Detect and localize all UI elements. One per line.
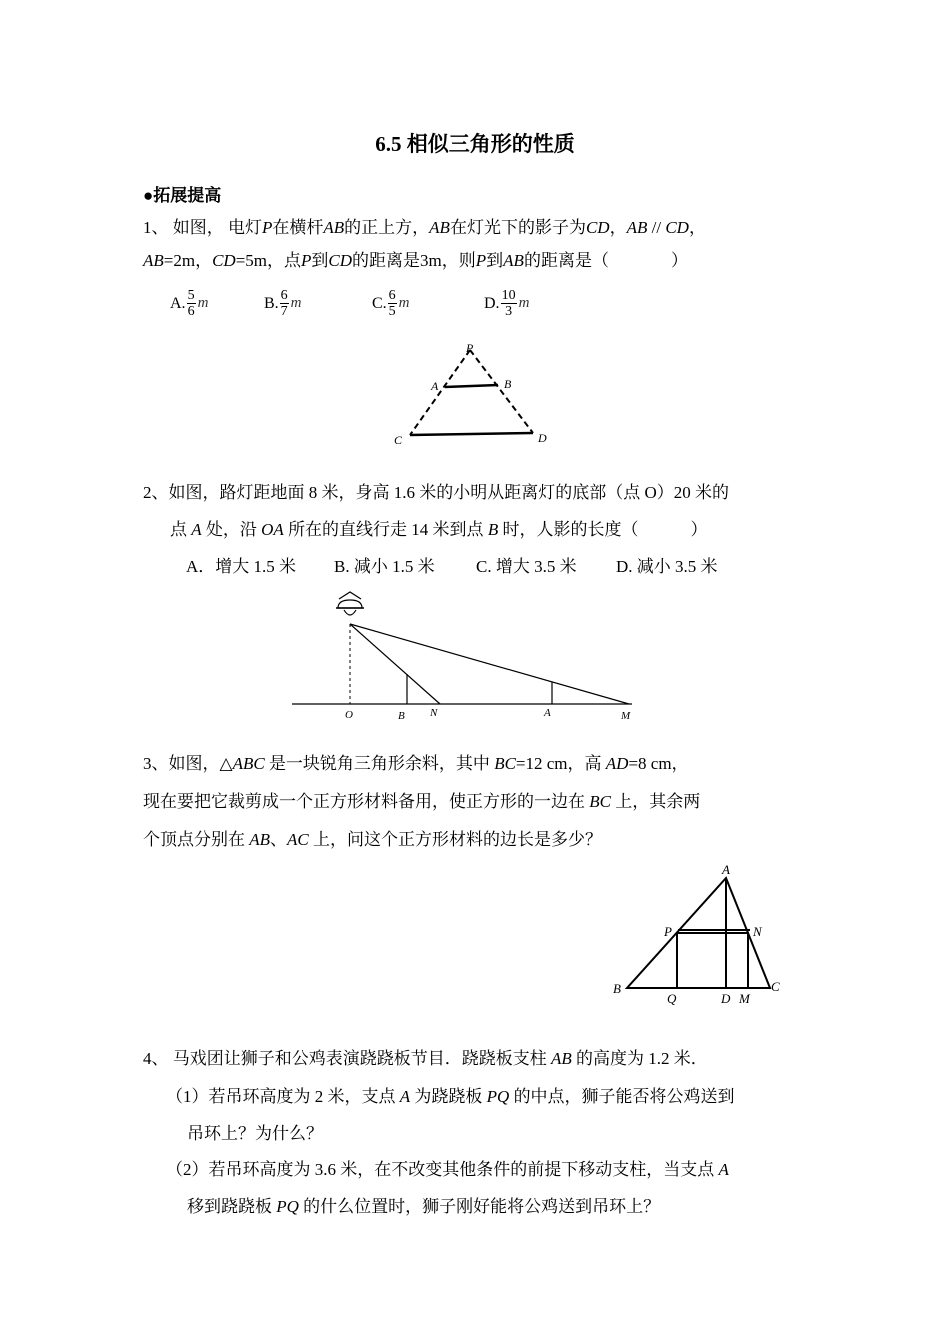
q4-part1-line-2: 吊环上？为什么？ — [187, 1124, 323, 1143]
q1-var: CD — [585, 218, 610, 237]
q2-var: OA — [261, 520, 284, 539]
q2-option-d[interactable]: D. 减小 3.5 米 — [616, 557, 718, 576]
q4-text: 4、 马戏团让狮子和公鸡表演跷跷板节目．跷跷板支柱 — [143, 1049, 551, 1068]
page-title: 6.5 相似三角形的性质 — [375, 132, 575, 156]
label-p: P — [466, 341, 474, 355]
label-c: C — [394, 433, 403, 447]
q2-option-b[interactable]: B. 减小 1.5 米 — [334, 557, 435, 576]
q2-figure — [290, 590, 650, 725]
q3-var: AD — [605, 754, 629, 773]
q4-line-1 — [143, 1048, 708, 1070]
option-label: C. — [372, 294, 387, 312]
label-a: A — [544, 707, 551, 719]
q3-var: AB — [249, 830, 271, 849]
q2-var: B — [487, 520, 499, 539]
q3-var: ABC — [232, 754, 265, 773]
ray-to-m — [350, 624, 629, 704]
q1-text: 在灯光下的影子为 — [449, 218, 586, 237]
q1-text: ， — [688, 218, 706, 237]
q1-var: P — [262, 218, 273, 237]
label-m: M — [739, 991, 750, 1006]
q2-text: 时，人影的长度（ — [498, 520, 639, 539]
q2-line-2 — [170, 519, 707, 541]
fraction — [388, 288, 397, 319]
q3-figure — [608, 858, 793, 1008]
q1-text: =5m，点 — [235, 251, 302, 270]
section-heading: ●拓展提高 — [143, 186, 222, 205]
q3-var: AC — [287, 830, 309, 849]
q3-line-3 — [143, 829, 602, 851]
q1-option-a[interactable] — [170, 288, 208, 319]
q3-line-1 — [143, 753, 689, 775]
q4-text: 的什么位置时，狮子刚好能将公鸡送到吊环上？ — [298, 1197, 661, 1216]
q3-var: BC — [589, 792, 611, 811]
q4-part2-line-1 — [166, 1159, 729, 1181]
q1-text: 的正上方， — [344, 218, 430, 237]
q4-text: （1）若吊环高度为 2 米，支点 — [166, 1087, 400, 1106]
fraction — [187, 288, 196, 319]
q3-text: 3、如图，△ — [143, 754, 233, 773]
q3-text: 上，其余两 — [610, 792, 701, 811]
numerator: 5 — [187, 288, 195, 303]
q4-var: PQ — [276, 1197, 299, 1216]
q4-text: 的高度为 1.2 米． — [571, 1049, 708, 1068]
numerator: 6 — [280, 288, 288, 303]
line-pd — [470, 350, 533, 433]
fraction — [280, 288, 289, 319]
q4-text: 移到跷跷板 — [187, 1197, 277, 1216]
q1-option-c[interactable] — [372, 288, 410, 319]
q1-text: ） — [670, 251, 688, 270]
label-a: A — [431, 379, 439, 393]
q1-option-b[interactable] — [264, 288, 302, 319]
denominator: 5 — [388, 304, 396, 319]
q3-text: 、 — [270, 830, 288, 849]
fraction — [501, 288, 517, 319]
segment-ab — [445, 385, 498, 387]
label-d: D — [538, 431, 547, 445]
unit: m — [197, 295, 209, 311]
q3-line-2 — [143, 791, 700, 813]
q1-var: AB — [626, 218, 648, 237]
q3-text: 现在要把它裁剪成一个正方形材料备用，使正方形的一边在 — [143, 792, 590, 811]
q1-var: AB — [429, 218, 450, 237]
q4-var: PQ — [486, 1087, 510, 1106]
q1-text: ， — [609, 218, 627, 237]
label-b: B — [613, 981, 621, 996]
q3-text: 是一块锐角三角形余料，其中 — [264, 754, 495, 773]
q1-var: CD — [665, 218, 689, 237]
q2-line-1: 2、如图，路灯距地面 8 米，身高 1.6 米的小明从距离灯的底部（点 O）20 米的 — [143, 483, 730, 502]
unit: m — [398, 295, 410, 311]
q3-text: 个顶点分别在 — [143, 830, 250, 849]
q3-var: BC — [494, 754, 516, 773]
label-q: Q — [667, 991, 677, 1006]
inscribed-rectangle — [677, 933, 748, 988]
label-a: A — [722, 862, 730, 877]
q2-var: A — [191, 520, 202, 539]
q1-text: // — [647, 218, 666, 237]
q1-text: 1、 如图， 电灯 — [143, 218, 262, 237]
denominator: 7 — [280, 304, 288, 319]
option-label: A. — [170, 294, 186, 312]
label-n: N — [430, 707, 438, 719]
q1-text: 到 — [486, 251, 504, 270]
q1-text: 到 — [311, 251, 329, 270]
q4-part2-line-2 — [187, 1196, 660, 1218]
q1-text: =2m， — [163, 251, 213, 270]
q2-option-a[interactable]: A．增大 1.5 米 — [186, 557, 297, 576]
q4-var: A — [718, 1160, 729, 1179]
q1-line-2 — [143, 250, 688, 272]
option-label: B. — [264, 294, 279, 312]
numerator: 10 — [501, 288, 516, 303]
q2-text: 处，沿 — [201, 520, 262, 539]
q2-option-c[interactable]: C. 增大 3.5 米 — [476, 557, 577, 576]
label-p: P — [664, 924, 672, 939]
q4-text: 的中点，狮子能否将公鸡送到 — [509, 1087, 735, 1106]
q3-text: 上，问这个正方形材料的边长是多少？ — [308, 830, 603, 849]
line-pc — [410, 350, 470, 435]
q4-var: A — [399, 1087, 411, 1106]
q1-figure — [385, 338, 560, 450]
q1-var: CD — [328, 251, 353, 270]
label-d: D — [721, 991, 731, 1006]
label-n: N — [753, 924, 762, 939]
q2-text: 点 — [170, 520, 192, 539]
segment-cd — [410, 433, 533, 435]
q4-text: 为跷跷板 — [410, 1087, 487, 1106]
unit: m — [518, 295, 530, 311]
label-b: B — [504, 377, 512, 391]
q3-text: =8 cm， — [628, 754, 689, 773]
denominator: 6 — [187, 304, 195, 319]
q4-var: AB — [551, 1049, 572, 1068]
q2-text: 所在的直线行走 14 米到点 — [283, 520, 488, 539]
q1-var: AB — [323, 218, 345, 237]
numerator: 6 — [388, 288, 396, 303]
q1-var: P — [301, 251, 312, 270]
q1-var: AB — [143, 251, 164, 270]
q3-text: =12 cm，高 — [515, 754, 606, 773]
q1-line-1 — [143, 217, 706, 239]
street-lamp-icon — [336, 592, 364, 615]
label-o: O — [345, 709, 353, 721]
label-m: M — [621, 710, 631, 722]
unit: m — [290, 295, 302, 311]
q1-var: CD — [212, 251, 236, 270]
denominator: 3 — [505, 304, 513, 319]
q1-text: 在横杆 — [272, 218, 324, 237]
q4-text: （2）若吊环高度为 3.6 米，在不改变其他条件的前提下移动支柱，当支点 — [166, 1160, 719, 1179]
q2-text: ） — [690, 520, 708, 539]
label-b: B — [398, 710, 405, 722]
q1-option-d[interactable] — [484, 288, 529, 319]
label-c: C — [771, 979, 780, 994]
q1-var: P — [475, 251, 487, 270]
option-label: D. — [484, 294, 500, 312]
q1-text: 的距离是3m，则 — [352, 251, 476, 270]
q4-part1-line-1 — [166, 1086, 735, 1108]
q1-var: AB — [503, 251, 524, 270]
ray-to-n — [350, 624, 440, 704]
q1-text: 的距离是（ — [523, 251, 609, 270]
